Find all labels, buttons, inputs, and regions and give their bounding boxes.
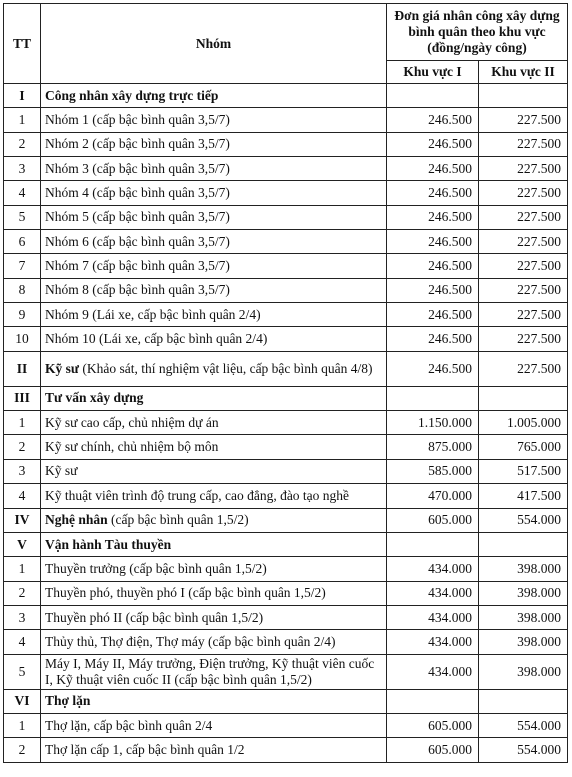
header-region-1: Khu vực I	[387, 61, 479, 84]
table-row	[4, 654, 568, 689]
table-row	[4, 386, 568, 410]
row-name: Nhóm 8 (cấp bậc bình quân 3,5/7)	[41, 278, 387, 302]
table-row	[4, 84, 568, 108]
row-value-region-1: 605.000	[387, 508, 479, 532]
row-tt: VI	[4, 689, 41, 713]
row-tt: 3	[4, 459, 41, 483]
row-value-region-2	[479, 689, 568, 713]
row-value-region-2	[479, 386, 568, 410]
row-tt: 2	[4, 581, 41, 605]
table-row	[4, 132, 568, 156]
row-value-region-1: 246.500	[387, 303, 479, 327]
wage-table	[3, 3, 568, 763]
row-value-region-1: 875.000	[387, 435, 479, 459]
row-name: Nhóm 6 (cấp bậc bình quân 3,5/7)	[41, 230, 387, 254]
row-tt: 4	[4, 484, 41, 508]
table-header	[4, 4, 568, 84]
row-value-region-1: 246.500	[387, 108, 479, 132]
table-body	[4, 84, 568, 763]
row-value-region-2	[479, 84, 568, 108]
row-value-region-1: 246.500	[387, 132, 479, 156]
row-tt: 7	[4, 254, 41, 278]
row-value-region-2: 227.500	[479, 132, 568, 156]
row-name: Công nhân xây dựng trực tiếp	[41, 84, 387, 108]
row-name	[41, 351, 387, 386]
row-name: Nhóm 9 (Lái xe, cấp bậc bình quân 2/4)	[41, 303, 387, 327]
row-value-region-1: 246.500	[387, 254, 479, 278]
table-row	[4, 303, 568, 327]
row-name: Thợ lặn	[41, 689, 387, 713]
row-name: Nhóm 3 (cấp bậc bình quân 3,5/7)	[41, 157, 387, 181]
row-name: Nhóm 7 (cấp bậc bình quân 3,5/7)	[41, 254, 387, 278]
row-value-region-2: 398.000	[479, 630, 568, 654]
table-row	[4, 484, 568, 508]
row-value-region-2: 227.500	[479, 157, 568, 181]
row-name-bold: Kỹ sư	[45, 360, 79, 376]
table-row	[4, 278, 568, 302]
row-value-region-2: 227.500	[479, 254, 568, 278]
wage-table-container	[3, 3, 568, 763]
table-row	[4, 508, 568, 532]
row-tt: 2	[4, 132, 41, 156]
row-name: Nhóm 4 (cấp bậc bình quân 3,5/7)	[41, 181, 387, 205]
row-value-region-2: 227.500	[479, 327, 568, 351]
row-value-region-1: 246.500	[387, 157, 479, 181]
table-row	[4, 327, 568, 351]
row-name: Kỹ sư cao cấp, chủ nhiệm dự án	[41, 411, 387, 435]
table-row	[4, 713, 568, 737]
row-value-region-1: 470.000	[387, 484, 479, 508]
table-row	[4, 459, 568, 483]
row-value-region-1: 246.500	[387, 205, 479, 229]
header-group: Nhóm	[41, 4, 387, 84]
row-value-region-1	[387, 532, 479, 556]
header-tt: TT	[4, 4, 41, 84]
row-value-region-2: 398.000	[479, 557, 568, 581]
row-value-region-2: 227.500	[479, 230, 568, 254]
row-name: Kỹ thuật viên trình độ trung cấp, cao đẳng, đào tạo nghề	[41, 484, 387, 508]
table-row	[4, 605, 568, 629]
row-value-region-1: 434.000	[387, 630, 479, 654]
table-row	[4, 411, 568, 435]
row-tt: 4	[4, 630, 41, 654]
row-tt: 3	[4, 157, 41, 181]
row-name-rest: (Khảo sát, thí nghiệm vật liệu, cấp bậc bình quân 4/8)	[78, 360, 373, 376]
row-value-region-2: 227.500	[479, 278, 568, 302]
table-row	[4, 630, 568, 654]
row-name: Kỹ sư	[41, 459, 387, 483]
row-name: Thuyền phó II (cấp bậc bình quân 1,5/2)	[41, 605, 387, 629]
row-tt: 2	[4, 738, 41, 762]
table-row	[4, 738, 568, 762]
table-row	[4, 689, 568, 713]
table-row	[4, 205, 568, 229]
row-value-region-2: 417.500	[479, 484, 568, 508]
table-row	[4, 254, 568, 278]
row-name: Thuyền phó, thuyền phó I (cấp bậc bình quân 1,5/2)	[41, 581, 387, 605]
row-name-rest: (cấp bậc bình quân 1,5/2)	[107, 512, 249, 528]
row-value-region-1: 605.000	[387, 713, 479, 737]
row-tt: 1	[4, 713, 41, 737]
row-name	[41, 508, 387, 532]
row-name: Thợ lặn cấp 1, cấp bậc bình quân 1/2	[41, 738, 387, 762]
row-name: Nhóm 10 (Lái xe, cấp bậc bình quân 2/4)	[41, 327, 387, 351]
table-row	[4, 230, 568, 254]
row-name: Nhóm 1 (cấp bậc bình quân 3,5/7)	[41, 108, 387, 132]
row-value-region-1	[387, 386, 479, 410]
table-row	[4, 435, 568, 459]
row-name: Kỹ sư chính, chủ nhiệm bộ môn	[41, 435, 387, 459]
table-row	[4, 108, 568, 132]
row-value-region-1: 434.000	[387, 605, 479, 629]
row-value-region-2: 227.500	[479, 181, 568, 205]
row-name: Máy I, Máy II, Máy trưởng, Điện trưởng, Kỹ thuật viên cuốc I, Kỹ thuật viên cuốc II (cấp bậc bình quân 1,5/2)	[41, 654, 387, 689]
row-value-region-2: 554.000	[479, 713, 568, 737]
table-row	[4, 181, 568, 205]
row-value-region-2: 398.000	[479, 605, 568, 629]
row-value-region-2: 227.500	[479, 303, 568, 327]
row-value-region-1: 246.500	[387, 181, 479, 205]
row-value-region-1: 246.500	[387, 327, 479, 351]
row-name: Thuyền trưởng (cấp bậc bình quân 1,5/2)	[41, 557, 387, 581]
header-price: Đơn giá nhân công xây dựng bình quân theo khu vực (đồng/ngày công)	[387, 4, 568, 61]
row-tt: II	[4, 351, 41, 386]
header-region-2: Khu vực II	[479, 61, 568, 84]
row-tt: V	[4, 532, 41, 556]
row-name: Nhóm 5 (cấp bậc bình quân 3,5/7)	[41, 205, 387, 229]
row-value-region-2: 398.000	[479, 654, 568, 689]
row-tt: 5	[4, 205, 41, 229]
row-name: Nhóm 2 (cấp bậc bình quân 3,5/7)	[41, 132, 387, 156]
row-tt: 1	[4, 557, 41, 581]
row-value-region-1	[387, 84, 479, 108]
row-tt: 10	[4, 327, 41, 351]
row-tt: I	[4, 84, 41, 108]
row-value-region-1: 1.150.000	[387, 411, 479, 435]
row-tt: III	[4, 386, 41, 410]
row-value-region-1: 605.000	[387, 738, 479, 762]
table-row	[4, 581, 568, 605]
table-row	[4, 157, 568, 181]
row-value-region-2: 554.000	[479, 738, 568, 762]
table-row	[4, 557, 568, 581]
row-tt: 5	[4, 654, 41, 689]
row-value-region-2: 1.005.000	[479, 411, 568, 435]
row-tt: 4	[4, 181, 41, 205]
row-value-region-1: 434.000	[387, 581, 479, 605]
row-value-region-2: 227.500	[479, 108, 568, 132]
row-tt: 3	[4, 605, 41, 629]
row-value-region-2: 227.500	[479, 351, 568, 386]
row-value-region-1: 585.000	[387, 459, 479, 483]
row-name: Vận hành Tàu thuyền	[41, 532, 387, 556]
row-value-region-2: 765.000	[479, 435, 568, 459]
row-tt: 9	[4, 303, 41, 327]
row-value-region-1	[387, 689, 479, 713]
row-value-region-1: 246.500	[387, 230, 479, 254]
row-value-region-2: 517.500	[479, 459, 568, 483]
row-name: Thủy thủ, Thợ điện, Thợ máy (cấp bậc bình quân 2/4)	[41, 630, 387, 654]
row-tt: 6	[4, 230, 41, 254]
row-tt: 2	[4, 435, 41, 459]
row-tt: 8	[4, 278, 41, 302]
row-value-region-2: 554.000	[479, 508, 568, 532]
row-tt: 1	[4, 108, 41, 132]
row-value-region-1: 434.000	[387, 654, 479, 689]
table-row	[4, 532, 568, 556]
row-tt: IV	[4, 508, 41, 532]
row-name-bold: Nghệ nhân	[45, 512, 108, 528]
row-value-region-2: 398.000	[479, 581, 568, 605]
row-value-region-2: 227.500	[479, 205, 568, 229]
row-value-region-1: 434.000	[387, 557, 479, 581]
row-value-region-1: 246.500	[387, 278, 479, 302]
row-name: Tư vấn xây dựng	[41, 386, 387, 410]
table-row	[4, 351, 568, 386]
row-value-region-1: 246.500	[387, 351, 479, 386]
row-tt: 1	[4, 411, 41, 435]
row-name: Thợ lặn, cấp bậc bình quân 2/4	[41, 713, 387, 737]
row-value-region-2	[479, 532, 568, 556]
